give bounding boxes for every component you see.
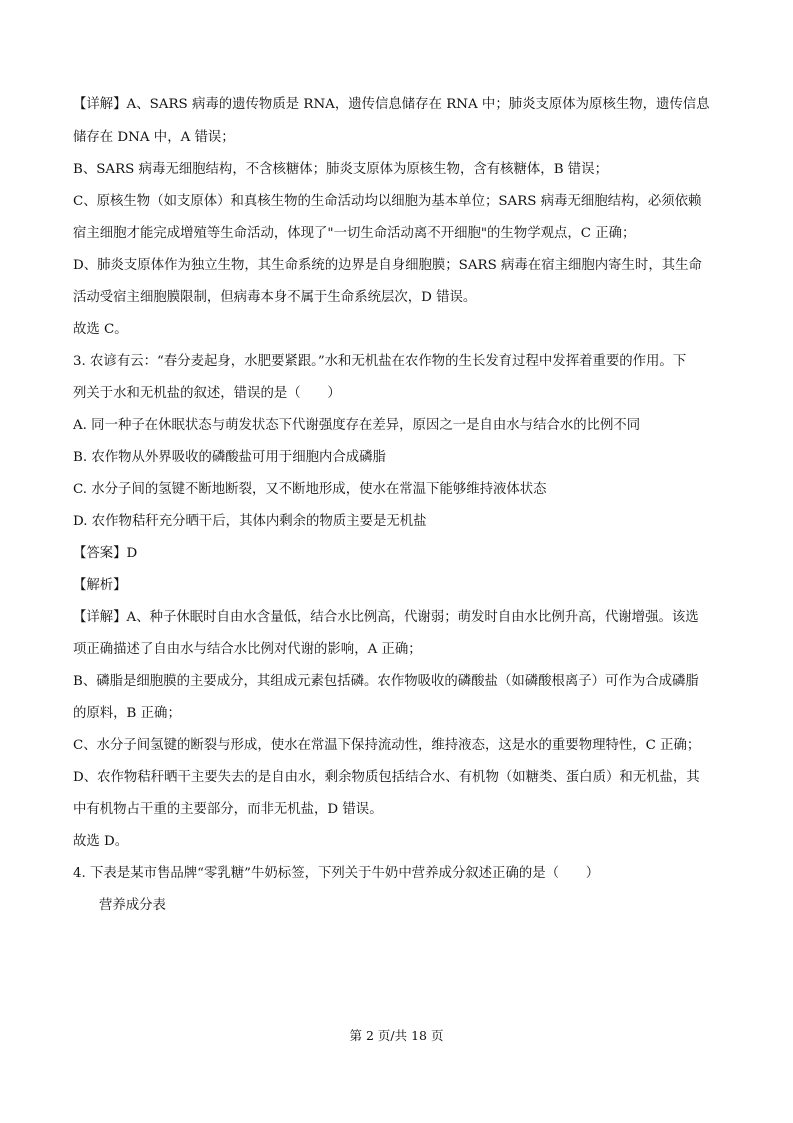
table-caption: 营养成分表 xyxy=(99,898,166,913)
text-line: 中有机物占干重的主要部分，而非无机盐，D 错误。 xyxy=(73,802,383,817)
text-line: 故选 D。 xyxy=(73,834,129,849)
option-d: D. 农作物秸秆充分晒干后，其体内剩余的物质主要是无机盐 xyxy=(73,514,427,529)
blank-area xyxy=(73,880,733,1010)
text-line: C、水分子间氢键的断裂与形成，使水在常温下保持流动性，维持液态，这是水的重要物理特性，C 正确； xyxy=(73,738,701,753)
text-line: 【详解】A、SARS 病毒的遗传物质是 RNA，遗传信息储存在 RNA 中；肺炎支原体为原核生物，遗传信息 xyxy=(73,97,710,112)
question-stem: 3. 农谚有云：“春分麦起身，水肥要紧跟。”水和无机盐在农作物的生长发育过程中发挥着重要的作用。下 xyxy=(73,354,687,369)
text-line: 【详解】A、种子休眠时自由水含量低，结合水比例高，代谢弱；萌发时自由水比例升高，代谢增强。该选 xyxy=(73,610,699,625)
text-line: C、原核生物（如支原体）和真核生物的生命活动均以细胞为基本单位；SARS 病毒无细胞结构，必须依赖 xyxy=(73,194,702,209)
text-line: 故选 C。 xyxy=(73,322,128,337)
text-line: 项正确描述了自由水与结合水比例对代谢的影响，A 正确； xyxy=(73,642,422,657)
option-a: A. 同一种子在休眠状态与萌发状态下代谢强度存在差异，原因之一是自由水与结合水的比例不同 xyxy=(73,418,641,433)
text-line: 宿主细胞才能完成增殖等生命活动，体现了"一切生命活动离不开细胞"的生物学观点，C 正确； xyxy=(73,226,636,241)
question-stem: 列关于水和无机盐的叙述，错误的是（ ） xyxy=(73,386,341,401)
text-line: 活动受宿主细胞膜限制，但病毒本身不属于生命系统层次，D 错误。 xyxy=(73,290,477,305)
option-c: C. 水分子间的氢键不断地断裂，又不断地形成，使水在常温下能够维持液体状态 xyxy=(73,482,547,497)
answer-label: 【答案】D xyxy=(73,546,138,561)
text-line: 的原料，B 正确； xyxy=(73,706,181,721)
question-stem: 4. 下表是某市售品牌“零乳糖”牛奶标签，下列关于牛奶中营养成分叙述正确的是（ ） xyxy=(73,866,600,881)
text-line: B、磷脂是细胞膜的主要成分，其组成元素包括磷。农作物吸收的磷酸盐（如磷酸根离子）可作为合成磷脂 xyxy=(73,674,699,689)
text-line: D、肺炎支原体作为独立生物，其生命系统的边界是自身细胞膜；SARS 病毒在宿主细胞内寄生时，其生命 xyxy=(73,258,702,273)
text-line: B、SARS 病毒无细胞结构，不含核糖体；肺炎支原体为原核生物，含有核糖体，B 错误； xyxy=(73,162,608,177)
text-line: D、农作物秸秆晒干主要失去的是自由水，剩余物质包括结合水、有机物（如糖类、蛋白质）和无机盐，其 xyxy=(73,770,700,785)
analysis-label: 【解析】 xyxy=(73,578,127,593)
page-footer: 第 2 页/共 18 页 xyxy=(349,1028,444,1043)
option-b: B. 农作物从外界吸收的磷酸盐可用于细胞内合成磷脂 xyxy=(73,450,386,465)
text-line: 储存在 DNA 中，A 错误； xyxy=(73,130,235,145)
